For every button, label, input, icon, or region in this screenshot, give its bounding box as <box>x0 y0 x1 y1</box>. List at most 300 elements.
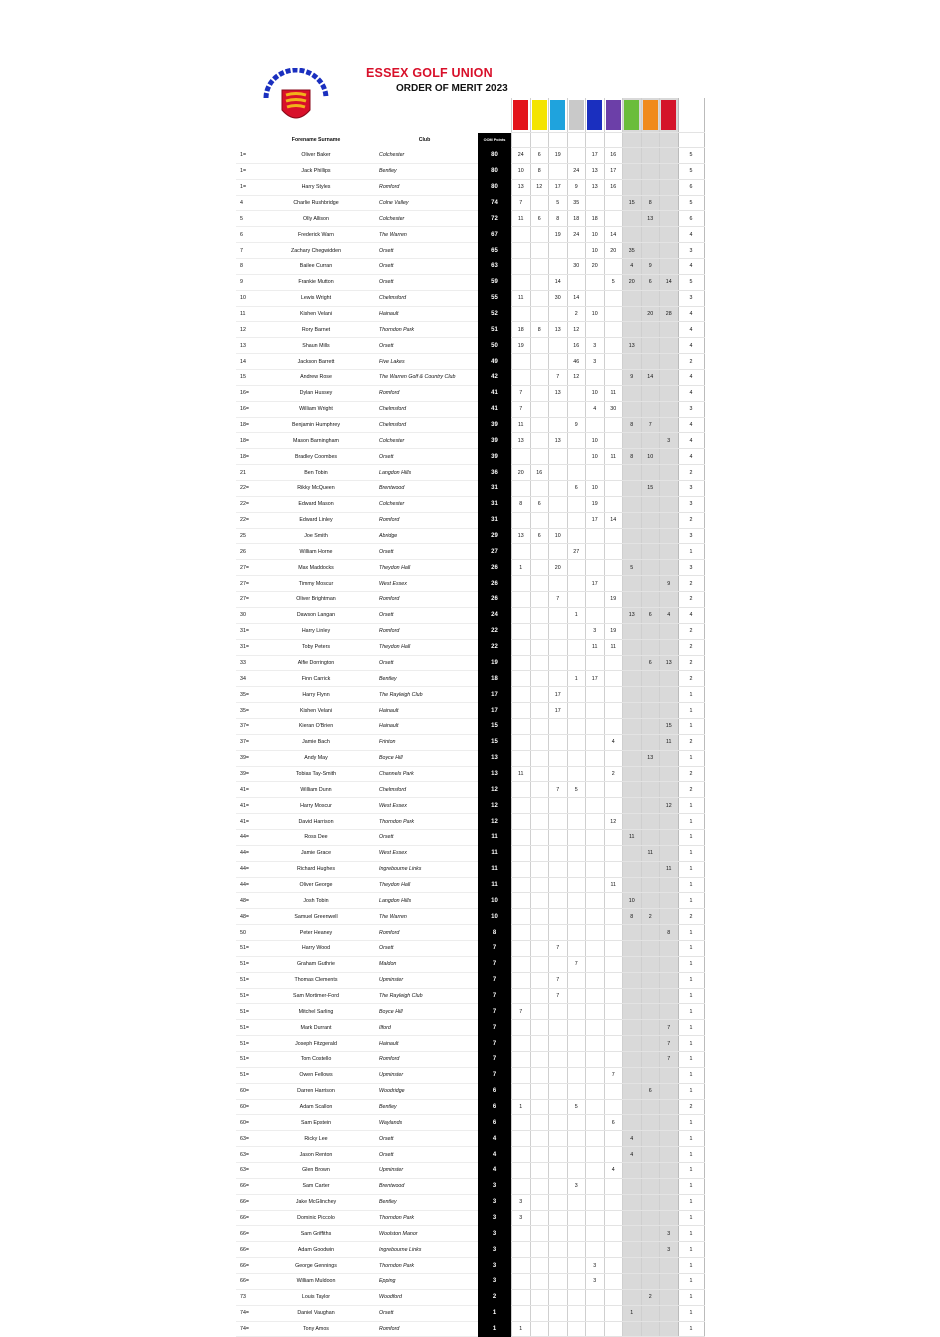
event-score-cell <box>623 861 642 877</box>
table-row <box>236 1194 704 1210</box>
event-score-cell <box>549 655 568 671</box>
position-cell: 18= <box>236 417 261 433</box>
event-score-cell <box>567 1194 586 1210</box>
table-row <box>236 829 704 845</box>
points-cell: 74 <box>478 195 512 211</box>
points-cell: 11 <box>478 877 512 893</box>
event-score-cell <box>512 1226 531 1242</box>
points-cell: 26 <box>478 576 512 592</box>
table-row <box>236 718 704 734</box>
player-name-cell: Charlie Rushbridge <box>261 195 371 211</box>
event-score-cell <box>512 734 531 750</box>
event-score-cell <box>641 972 660 988</box>
event-score-cell <box>586 1036 605 1052</box>
position-cell: 51= <box>236 1004 261 1020</box>
event-score-cell <box>660 512 679 528</box>
event-score-cell <box>586 1194 605 1210</box>
event-score-cell <box>660 909 679 925</box>
table-row <box>236 703 704 719</box>
event-score-cell <box>623 227 642 243</box>
table-row <box>236 1258 704 1274</box>
table-row <box>236 148 704 164</box>
position-cell: 1= <box>236 163 261 179</box>
event-score-cell <box>660 845 679 861</box>
table-row <box>236 1067 704 1083</box>
table-row <box>236 1178 704 1194</box>
event-score-cell <box>641 829 660 845</box>
points-cell: 3 <box>478 1178 512 1194</box>
event-score-cell <box>641 703 660 719</box>
events-played-cell: 1 <box>678 798 704 814</box>
event-score-cell <box>567 1242 586 1258</box>
event-score-cell <box>512 655 531 671</box>
event-score-cell <box>660 814 679 830</box>
event-score-cell: 7 <box>549 782 568 798</box>
event-score-cell <box>530 639 549 655</box>
table-row <box>236 1020 704 1036</box>
events-played-cell: 1 <box>678 972 704 988</box>
event-score-cell <box>586 1083 605 1099</box>
player-name-cell: Timmy Moscur <box>261 576 371 592</box>
event-score-cell <box>604 1051 623 1067</box>
event-score-cell <box>549 1020 568 1036</box>
points-cell: 10 <box>478 909 512 925</box>
table-row <box>236 592 704 608</box>
points-cell: 6 <box>478 1083 512 1099</box>
position-cell: 26 <box>236 544 261 560</box>
event-score-cell: 24 <box>567 163 586 179</box>
event-score-cell <box>549 798 568 814</box>
club-cell: Romford <box>371 1051 478 1067</box>
event-score-cell <box>567 893 586 909</box>
event-score-cell <box>567 639 586 655</box>
event-score-cell: 3 <box>586 338 605 354</box>
position-cell: 41= <box>236 798 261 814</box>
event-score-cell: 16 <box>530 465 549 481</box>
club-cell: Orsett <box>371 274 478 290</box>
event-score-cell <box>512 576 531 592</box>
event-score-cell <box>623 592 642 608</box>
event-score-cell <box>660 1274 679 1290</box>
event-score-cell: 11 <box>660 861 679 877</box>
event-score-cell <box>660 1258 679 1274</box>
event-score-cell <box>641 1163 660 1179</box>
event-score-cell <box>641 956 660 972</box>
club-cell: Colchester <box>371 433 478 449</box>
event-score-cell <box>641 671 660 687</box>
event-score-cell <box>660 481 679 497</box>
event-score-cell <box>660 385 679 401</box>
event-score-cell <box>530 354 549 370</box>
event-score-cell <box>604 211 623 227</box>
club-cell: Upminster <box>371 1163 478 1179</box>
event-score-cell: 17 <box>586 148 605 164</box>
club-cell: Romford <box>371 1321 478 1337</box>
event-score-cell <box>512 1083 531 1099</box>
event-score-cell <box>660 1099 679 1115</box>
event-score-cell <box>641 243 660 259</box>
position-cell: 37= <box>236 734 261 750</box>
event-score-cell <box>586 1178 605 1194</box>
position-cell: 48= <box>236 893 261 909</box>
event-score-cell <box>530 338 549 354</box>
event-score-cell <box>586 956 605 972</box>
club-cell: Orsett <box>371 544 478 560</box>
table-row <box>236 338 704 354</box>
event-score-cell: 4 <box>586 401 605 417</box>
player-name-cell: Tobias Tay-Smith <box>261 766 371 782</box>
position-cell: 4 <box>236 195 261 211</box>
event-score-cell <box>623 845 642 861</box>
event-score-cell <box>660 496 679 512</box>
event-score-cell <box>549 1147 568 1163</box>
event-score-cell <box>623 623 642 639</box>
event-score-cell <box>623 655 642 671</box>
table-row <box>236 1083 704 1099</box>
event-score-cell <box>512 909 531 925</box>
events-played-cell: 2 <box>678 623 704 639</box>
club-cell: Five Lakes <box>371 354 478 370</box>
event-score-cell <box>641 1004 660 1020</box>
points-cell: 4 <box>478 1147 512 1163</box>
points-cell: 59 <box>478 274 512 290</box>
event-score-cell: 11 <box>623 829 642 845</box>
event-header-3 <box>549 98 568 133</box>
event-score-cell <box>512 512 531 528</box>
event-score-cell: 1 <box>623 1305 642 1321</box>
event-score-cell <box>623 306 642 322</box>
player-name-cell: Sam Griffiths <box>261 1226 371 1242</box>
events-played-cell: 1 <box>678 687 704 703</box>
player-name-cell: Richard Hughes <box>261 861 371 877</box>
event-score-cell <box>623 1210 642 1226</box>
event-score-cell <box>641 227 660 243</box>
event-color-swatch <box>606 100 621 130</box>
event-score-cell <box>641 1020 660 1036</box>
points-cell: 6 <box>478 1115 512 1131</box>
club-cell: Thorndon Park <box>371 814 478 830</box>
event-score-cell: 17 <box>586 671 605 687</box>
event-score-cell <box>586 814 605 830</box>
event-score-cell: 18 <box>512 322 531 338</box>
event-score-cell <box>641 623 660 639</box>
event-score-cell <box>549 1051 568 1067</box>
table-row <box>236 274 704 290</box>
club-cell: Romford <box>371 592 478 608</box>
event-score-cell <box>604 671 623 687</box>
event-col-header <box>623 133 642 148</box>
event-score-cell: 10 <box>623 893 642 909</box>
event-score-cell <box>512 1131 531 1147</box>
club-cell: Channels Park <box>371 766 478 782</box>
event-score-cell <box>660 544 679 560</box>
event-score-cell <box>530 195 549 211</box>
table-row <box>236 766 704 782</box>
event-score-cell <box>641 940 660 956</box>
event-score-cell <box>623 988 642 1004</box>
event-score-cell <box>623 481 642 497</box>
event-score-cell <box>512 782 531 798</box>
points-cell: 7 <box>478 1020 512 1036</box>
event-score-cell: 20 <box>512 465 531 481</box>
event-score-cell <box>549 734 568 750</box>
event-score-cell <box>586 655 605 671</box>
event-score-cell <box>604 829 623 845</box>
event-score-cell: 6 <box>641 655 660 671</box>
event-score-cell: 17 <box>549 179 568 195</box>
event-score-cell <box>586 1163 605 1179</box>
event-score-cell <box>641 687 660 703</box>
event-score-cell: 4 <box>623 259 642 275</box>
event-score-cell <box>641 385 660 401</box>
points-cell: 41 <box>478 401 512 417</box>
event-score-cell: 9 <box>641 259 660 275</box>
event-score-cell: 13 <box>660 655 679 671</box>
events-played-cell: 1 <box>678 703 704 719</box>
player-name-cell: Harry Flynn <box>261 687 371 703</box>
event-score-cell: 2 <box>641 1289 660 1305</box>
events-played-cell: 1 <box>678 1147 704 1163</box>
event-score-cell <box>623 385 642 401</box>
event-score-cell <box>604 544 623 560</box>
club-cell: West Essex <box>371 576 478 592</box>
event-score-cell <box>512 1051 531 1067</box>
event-score-cell <box>549 861 568 877</box>
event-score-cell <box>623 718 642 734</box>
events-played-cell: 1 <box>678 893 704 909</box>
event-score-cell: 2 <box>567 306 586 322</box>
event-score-cell <box>660 1194 679 1210</box>
event-score-cell: 15 <box>623 195 642 211</box>
event-score-cell <box>623 671 642 687</box>
event-score-cell <box>567 1036 586 1052</box>
event-score-cell <box>549 306 568 322</box>
event-score-cell <box>623 354 642 370</box>
event-score-cell <box>586 877 605 893</box>
event-score-cell: 11 <box>512 417 531 433</box>
event-header-6 <box>604 98 623 133</box>
event-score-cell <box>549 814 568 830</box>
points-cell: 51 <box>478 322 512 338</box>
event-score-cell <box>567 1067 586 1083</box>
event-score-cell <box>586 1131 605 1147</box>
event-score-cell: 11 <box>512 290 531 306</box>
event-score-cell: 30 <box>549 290 568 306</box>
event-score-cell <box>604 687 623 703</box>
event-score-cell: 13 <box>641 211 660 227</box>
event-score-cell <box>567 401 586 417</box>
event-score-cell <box>530 1147 549 1163</box>
event-score-cell <box>530 718 549 734</box>
club-cell: Ingrebourne Links <box>371 1242 478 1258</box>
points-cell: 19 <box>478 655 512 671</box>
event-score-cell <box>604 1305 623 1321</box>
event-score-cell <box>623 687 642 703</box>
position-cell: 13 <box>236 338 261 354</box>
event-score-cell: 11 <box>660 734 679 750</box>
event-score-cell: 3 <box>512 1194 531 1210</box>
event-score-cell <box>660 1321 679 1337</box>
event-score-cell <box>641 1226 660 1242</box>
event-score-cell <box>660 1163 679 1179</box>
event-score-cell <box>530 1051 549 1067</box>
position-cell: 60= <box>236 1115 261 1131</box>
event-score-cell <box>530 925 549 941</box>
event-score-cell: 14 <box>567 290 586 306</box>
event-score-cell <box>623 163 642 179</box>
event-score-cell <box>512 259 531 275</box>
event-score-cell: 1 <box>512 1321 531 1337</box>
event-score-cell <box>586 703 605 719</box>
player-name-cell: Harry Styles <box>261 179 371 195</box>
event-score-cell <box>549 623 568 639</box>
club-cell: Colchester <box>371 148 478 164</box>
event-score-cell <box>604 290 623 306</box>
points-cell: 80 <box>478 148 512 164</box>
page-subtitle: ORDER OF MERIT 2023 <box>396 83 508 94</box>
event-header-2 <box>530 98 549 133</box>
events-played-cell: 1 <box>678 988 704 1004</box>
event-score-cell <box>660 592 679 608</box>
event-score-cell <box>660 560 679 576</box>
event-score-cell: 13 <box>512 179 531 195</box>
player-name-cell: Sam Carter <box>261 1178 371 1194</box>
event-score-cell <box>530 1258 549 1274</box>
event-score-cell: 7 <box>660 1020 679 1036</box>
event-score-cell: 20 <box>641 306 660 322</box>
club-cell: The Warren <box>371 909 478 925</box>
points-cell: 63 <box>478 259 512 275</box>
event-score-cell: 12 <box>530 179 549 195</box>
event-score-cell <box>641 354 660 370</box>
position-cell: 41= <box>236 782 261 798</box>
event-score-cell <box>660 1131 679 1147</box>
event-score-cell <box>604 861 623 877</box>
event-score-cell <box>549 718 568 734</box>
event-score-cell <box>586 1210 605 1226</box>
position-cell: 39= <box>236 750 261 766</box>
club-cell: Ingrebourne Links <box>371 861 478 877</box>
events-played-cell: 1 <box>678 718 704 734</box>
event-score-cell <box>660 354 679 370</box>
points-cell: 10 <box>478 893 512 909</box>
points-cell: 15 <box>478 734 512 750</box>
event-score-cell <box>512 623 531 639</box>
points-cell: 7 <box>478 956 512 972</box>
points-cell: 3 <box>478 1274 512 1290</box>
event-score-cell: 16 <box>604 179 623 195</box>
table-row <box>236 623 704 639</box>
event-score-cell <box>512 274 531 290</box>
event-score-cell: 13 <box>512 528 531 544</box>
event-score-cell <box>530 1163 549 1179</box>
club-cell: Bentley <box>371 163 478 179</box>
event-score-cell <box>512 1115 531 1131</box>
event-score-cell <box>512 243 531 259</box>
position-cell: 74= <box>236 1321 261 1337</box>
event-score-cell <box>604 909 623 925</box>
event-score-cell <box>660 338 679 354</box>
player-name-cell: Toby Peters <box>261 639 371 655</box>
event-score-cell <box>586 528 605 544</box>
table-row <box>236 370 704 386</box>
points-cell: 36 <box>478 465 512 481</box>
event-score-cell <box>604 607 623 623</box>
event-score-cell <box>512 227 531 243</box>
event-score-cell: 5 <box>567 1099 586 1115</box>
event-score-cell <box>623 1099 642 1115</box>
event-score-cell <box>623 798 642 814</box>
event-score-cell <box>549 1321 568 1337</box>
event-score-cell: 10 <box>586 306 605 322</box>
event-score-cell <box>623 972 642 988</box>
event-score-cell: 4 <box>623 1147 642 1163</box>
events-played-cell: 1 <box>678 940 704 956</box>
event-score-cell: 12 <box>567 370 586 386</box>
club-cell: Chelmsford <box>371 782 478 798</box>
position-cell: 63= <box>236 1131 261 1147</box>
events-played-cell: 2 <box>678 592 704 608</box>
event-score-cell <box>604 655 623 671</box>
event-score-cell: 7 <box>549 592 568 608</box>
event-score-cell: 30 <box>604 401 623 417</box>
event-score-cell <box>512 877 531 893</box>
event-score-cell <box>549 1194 568 1210</box>
event-score-cell: 14 <box>604 227 623 243</box>
player-name-cell: Dylan Hussey <box>261 385 371 401</box>
event-score-cell <box>623 465 642 481</box>
event-score-cell <box>604 338 623 354</box>
event-score-cell: 5 <box>567 782 586 798</box>
player-name-cell: Zachary Chegwidden <box>261 243 371 259</box>
player-name-cell: Darren Harrison <box>261 1083 371 1099</box>
club-cell: Langdon Hills <box>371 893 478 909</box>
event-score-cell <box>660 179 679 195</box>
event-score-cell <box>660 687 679 703</box>
event-score-cell <box>530 1067 549 1083</box>
event-score-cell <box>567 845 586 861</box>
player-name-cell: Daniel Vaughan <box>261 1305 371 1321</box>
position-cell: 50 <box>236 925 261 941</box>
event-score-cell: 6 <box>567 481 586 497</box>
event-score-cell <box>530 290 549 306</box>
position-cell: 63= <box>236 1163 261 1179</box>
event-score-cell: 8 <box>530 163 549 179</box>
event-score-cell <box>586 829 605 845</box>
event-score-cell: 10 <box>641 449 660 465</box>
player-name-cell: Jake McGlinchey <box>261 1194 371 1210</box>
event-score-cell: 3 <box>660 1242 679 1258</box>
position-cell: 51= <box>236 956 261 972</box>
table-row <box>236 671 704 687</box>
position-cell: 66= <box>236 1274 261 1290</box>
event-score-cell <box>530 1210 549 1226</box>
event-score-cell <box>549 1289 568 1305</box>
events-played-cell: 1 <box>678 1020 704 1036</box>
event-score-cell <box>641 782 660 798</box>
event-score-cell <box>567 750 586 766</box>
points-cell: 72 <box>478 211 512 227</box>
page-title: ESSEX GOLF UNION <box>366 66 493 80</box>
event-score-cell <box>660 290 679 306</box>
event-score-cell: 10 <box>586 433 605 449</box>
points-cell: 6 <box>478 1099 512 1115</box>
event-score-cell <box>549 1226 568 1242</box>
points-cell: 49 <box>478 354 512 370</box>
event-score-cell <box>530 829 549 845</box>
event-score-cell <box>512 1178 531 1194</box>
club-cell: Thorndon Park <box>371 1210 478 1226</box>
